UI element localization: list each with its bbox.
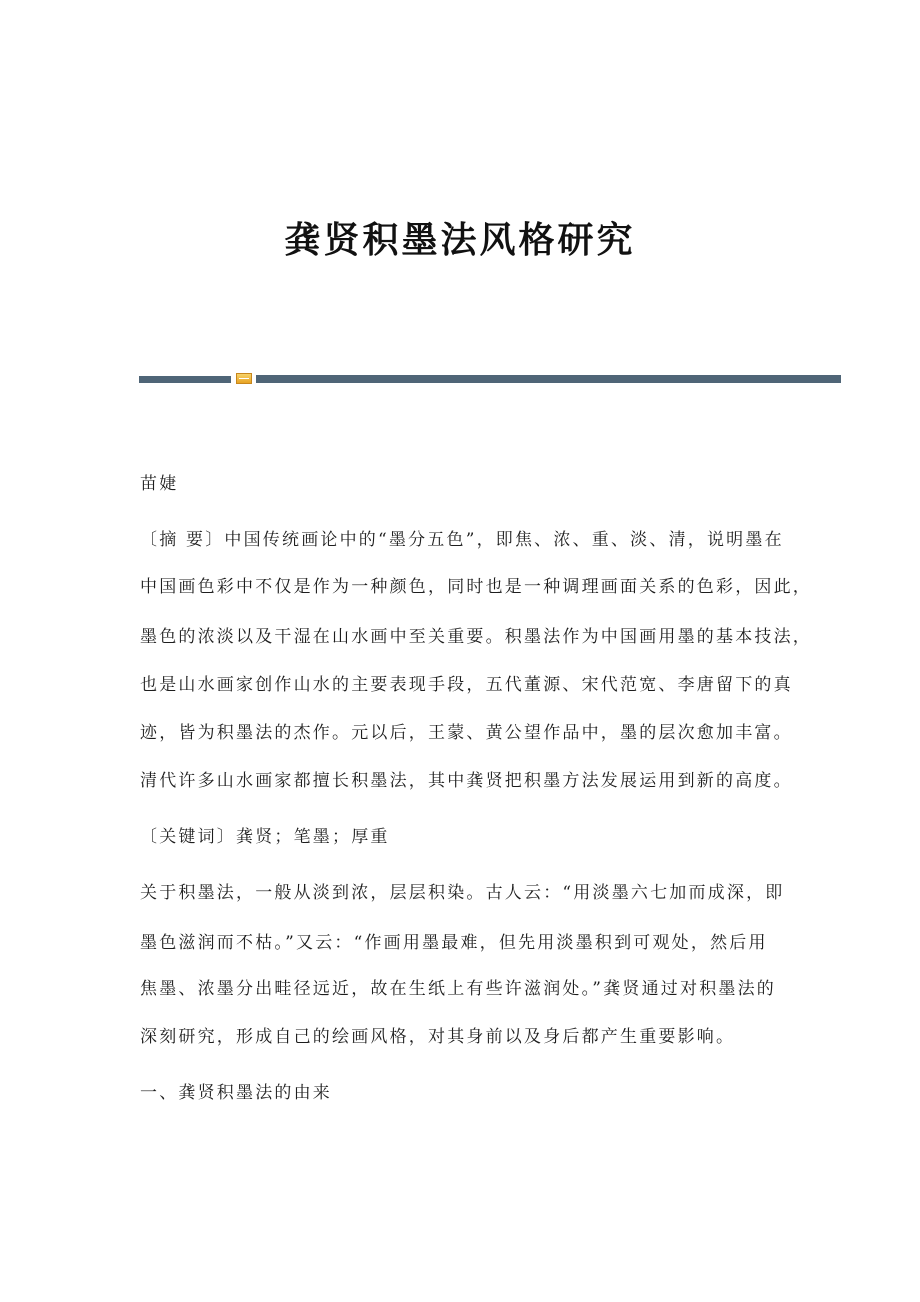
body-paragraph-line: 墨色滋润而不枯。”又云：“作画用墨最难，但先用淡墨积到可观处，然后用: [140, 933, 768, 953]
abstract-line: 墨色的浓淡以及干湿在山水画中至关重要。积墨法作为中国画用墨的基本技法，: [140, 627, 812, 647]
body-paragraph-line: 深刻研究，形成自己的绘画风格，对其身前以及身后都产生重要影响。: [140, 1027, 736, 1047]
keywords-line: 〔关键词〕龚贤；笔墨；厚重: [140, 827, 390, 847]
document-title: 龚贤积墨法风格研究: [284, 220, 636, 261]
author-name: 苗婕: [140, 474, 179, 494]
body-paragraph-line: 焦墨、浓墨分出畦径远近，故在生纸上有些许滋润处。”龚贤通过对积墨法的: [140, 979, 776, 999]
divider-ornament-icon: [236, 373, 252, 384]
abstract-line: 也是山水画家创作山水的主要表现手段，五代董源、宋代范宽、李唐留下的真: [140, 675, 793, 695]
divider-bar-right: [256, 375, 841, 383]
abstract-line: 迹，皆为积墨法的杰作。元以后，王蒙、黄公望作品中，墨的层次愈加丰富。: [140, 723, 793, 743]
abstract-line: 清代许多山水画家都擅长积墨法，其中龚贤把积墨方法发展运用到新的高度。: [140, 771, 793, 791]
abstract-line: 中国画色彩中不仅是作为一种颜色，同时也是一种调理画面关系的色彩，因此，: [140, 577, 812, 597]
body-paragraph-line: 关于积墨法，一般从淡到浓，层层积染。古人云：“用淡墨六七加而成深，即: [140, 883, 785, 903]
section-heading: 一、龚贤积墨法的由来: [140, 1083, 332, 1103]
abstract-line: 〔摘 要〕中国传统画论中的“墨分五色”，即焦、浓、重、淡、清，说明墨在: [140, 530, 784, 550]
divider-bar-left: [139, 376, 231, 383]
